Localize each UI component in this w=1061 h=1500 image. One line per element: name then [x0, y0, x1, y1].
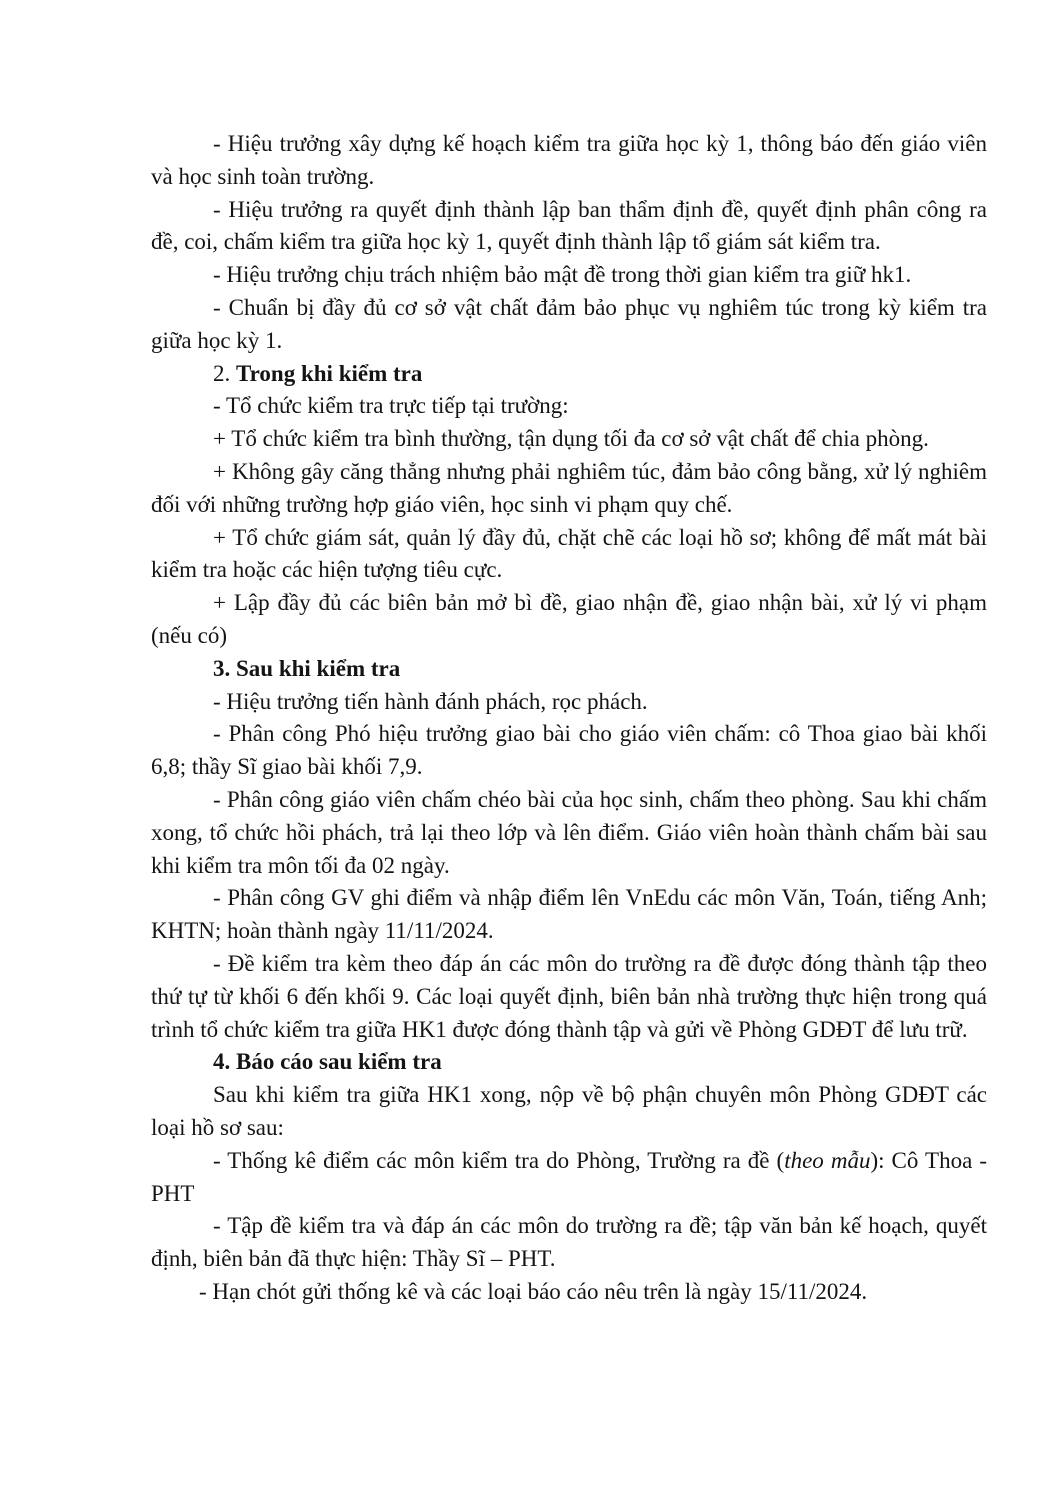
paragraph-plan: - Hiệu trưởng xây dựng kế hoạch kiểm tra giữa học kỳ 1, thông báo đến giáo viên và học sinh toàn trường.	[151, 131, 987, 189]
paragraph-submit: Sau khi kiểm tra giữa HK1 xong, nộp về bộ phận chuyên môn Phòng GDĐT các loại hồ sơ sau:	[151, 1082, 987, 1140]
paragraph-statistics	[151, 1145, 987, 1211]
paragraph-archive: - Đề kiểm tra kèm theo đáp án các môn do trường ra đề được đóng thành tập theo thứ tự từ khối 6 đến khối 9. Các loại quyết định, biên bản nhà trường thực hiện trong quá trình tổ chức kiểm tra giữa HK1 được đóng thành tập và gửi về Phòng GDĐT để lưu trữ.	[151, 950, 987, 1042]
paragraph-normal-exam: + Tổ chức kiểm tra bình thường, tận dụng tối đa cơ sở vật chất để chia phòng.	[213, 426, 929, 452]
paragraph-decisions: - Hiệu trưởng ra quyết định thành lập ban thẩm định đề, quyết định phân công ra đề, coi, chấm kiểm tra giữa học kỳ 1, quyết định thành lập tổ giám sát kiểm tra.	[151, 196, 987, 255]
paragraph-security: - Hiệu trưởng chịu trách nhiệm bảo mật đề trong thời gian kiểm tra giữ hk1.	[213, 262, 912, 288]
section-heading-after-exam: 3. Sau khi kiểm tra	[213, 655, 401, 681]
section-title: Trong khi kiểm tra	[236, 360, 423, 386]
section-heading-report: 4. Báo cáo sau kiểm tra	[213, 1049, 442, 1075]
paragraph-enter-scores: - Phân công GV ghi điểm và nhập điểm lên VnEdu các môn Văn, Toán, tiếng Anh; KHTN; hoàn thành ngày 11/11/2024.	[151, 885, 987, 944]
section-heading-during-exam	[151, 358, 987, 391]
statistics-text: - Thống kê điểm các môn kiểm tra do Phòng, Trường ra đề (	[213, 1147, 785, 1173]
statistics-template-note: theo mẫu	[784, 1147, 871, 1173]
paragraph-assign-vice-principal: - Phân công Phó hiệu trưởng giao bài cho giáo viên chấm: cô Thoa giao bài khối 6,8; thầy Sĩ giao bài khối 7,9.	[151, 721, 987, 780]
paragraph-coding: - Hiệu trưởng tiến hành đánh phách, rọc phách.	[213, 688, 648, 714]
paragraph-no-stress: + Không gây căng thẳng nhưng phải nghiêm túc, đảm bảo công bằng, xử lý nghiêm đối với những trường hợp giáo viên, học sinh vi phạm quy chế.	[151, 458, 987, 517]
paragraph-facilities: - Chuẩn bị đầy đủ cơ sở vật chất đảm bảo phục vụ nghiêm túc trong kỳ kiểm tra giữa học kỳ 1.	[151, 294, 987, 353]
paragraph-direct-exam: - Tổ chức kiểm tra trực tiếp tại trường:	[213, 393, 569, 419]
document-page	[151, 128, 987, 1309]
paragraph-minutes: + Lập đầy đủ các biên bản mở bì đề, giao nhận đề, giao nhận bài, xử lý vi phạm (nếu có)	[151, 590, 987, 648]
paragraph-cross-grading: - Phân công giáo viên chấm chéo bài của học sinh, chấm theo phòng. Sau khi chấm xong, tổ chức hồi phách, trả lại theo lớp và lên điểm. Giáo viên hoàn thành chấm bài sau khi kiểm tra môn tối đa 02 ngày.	[151, 786, 987, 878]
statistics-owner: ): Cô Thoa - PHT	[151, 1147, 987, 1206]
paragraph-supervision: + Tổ chức giám sát, quản lý đầy đủ, chặt chẽ các loại hồ sơ; không để mất mát bài kiểm tra hoặc các hiện tượng tiêu cực.	[151, 524, 987, 583]
paragraph-exam-set: - Tập đề kiểm tra và đáp án các môn do trường ra đề; tập văn bản kế hoạch, quyết định, biên bản đã thực hiện: Thầy Sĩ – PHT.	[151, 1213, 987, 1272]
paragraph-deadline: - Hạn chót gửi thống kê và các loại báo cáo nêu trên là ngày 15/11/2024.	[199, 1278, 868, 1304]
section-number: 2.	[213, 360, 231, 386]
